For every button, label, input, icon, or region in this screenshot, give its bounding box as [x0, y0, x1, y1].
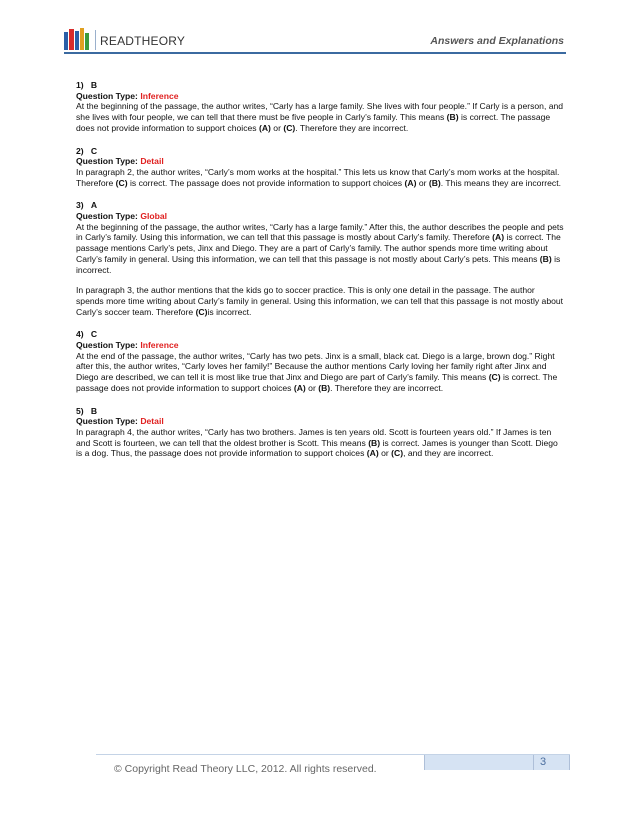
explanation-text: is correct. James is younger than Scott. Diego is a dog. Thus, the passage does not provide information to support choices: [76, 437, 558, 459]
question-type-name: Detail: [140, 416, 164, 427]
answer-choice-ref: (C): [488, 372, 501, 383]
explanation-text: . Therefore they are incorrect.: [295, 122, 409, 133]
question-type-name: Inference: [140, 90, 179, 101]
copyright-text: © Copyright Read Theory LLC, 2012. All rights reserved.: [114, 763, 377, 775]
answer-item: [76, 329, 564, 393]
explanation-text: In paragraph 2, the author writes, “Carly’s mom works at the hospital.” This lets us know that Carly’s mom works at the hospital. Therefore: [76, 166, 560, 188]
explanation-text: . This means they are incorrect.: [440, 177, 562, 188]
answer-choice-ref: (A): [404, 177, 417, 188]
page-number: 3: [540, 756, 547, 768]
question-type-label: Question Type:: [76, 340, 138, 351]
question-number: 1): [76, 80, 84, 90]
explanation-text: or: [378, 448, 392, 459]
explanation-text: or: [416, 177, 429, 188]
correct-answer: B: [90, 405, 98, 416]
question-type-name: Global: [140, 211, 168, 222]
question-type-label: Question Type:: [76, 211, 138, 222]
explanation-paragraph: [76, 427, 564, 459]
question-type: [76, 340, 564, 351]
correct-answer: A: [90, 200, 98, 211]
answer-choice-ref: (A): [366, 448, 379, 459]
explanation-paragraph: [76, 351, 564, 394]
question-number: 5): [76, 405, 84, 416]
explanation-paragraph: [76, 101, 564, 133]
question-number: 2): [76, 145, 84, 156]
answer-heading: [76, 329, 564, 340]
answer-heading: [76, 406, 564, 417]
answers-list: [76, 80, 564, 471]
explanation-text: or: [305, 382, 319, 393]
explanation-text: or: [270, 122, 284, 133]
page-header: [64, 26, 564, 52]
explanation-text: At the beginning of the passage, the author writes, “Carly has a large family.” After this, the author describes the people and pets in Carly’s family. Using this information, we can tell that this passage is mostly about Carly’s family. Therefore: [76, 221, 564, 243]
correct-answer: C: [90, 145, 98, 156]
explanation-text: is incorrect.: [207, 306, 252, 317]
answer-choice-ref: (A): [293, 382, 306, 393]
answer-choice-ref: (C): [115, 177, 128, 188]
answer-item: [76, 200, 564, 317]
explanation-text: is correct. The passage mentions Carly’s pets, Jinx and Diego. They are a part of Carly’s family. The author spends more time writing about Carly’s family in general. Using this information, we can tell that this passage is not mostly about Carly’s pets. This means: [76, 232, 561, 264]
answer-heading: [76, 80, 564, 91]
explanation-text: is incorrect.: [76, 253, 561, 275]
question-type: [76, 416, 564, 427]
answer-choice-ref: (B): [368, 437, 381, 448]
explanation-text: . Therefore they are incorrect.: [330, 382, 444, 393]
explanation-text: is correct. The passage does not provide information to support choices: [127, 177, 405, 188]
answer-choice-ref: (B): [446, 112, 459, 123]
correct-answer: B: [90, 80, 98, 90]
explanation-paragraph: [76, 222, 564, 276]
brand-name: READTHEORY: [100, 34, 186, 48]
question-type-name: Inference: [140, 340, 179, 351]
explanation-text: is correct. The passage does not provide information to support choices: [76, 372, 558, 393]
section-title: Answers and Explanations: [430, 35, 564, 47]
explanation-text: is correct. The passage does not provide information to support choices: [76, 112, 551, 133]
explanation-text: At the end of the passage, the author writes, “Carly has two pets. Jinx is a small, black cat. Diego is a large, brown dog.” Right after this, the author writes, “Carly loves her family!” Because the author mentions Carly loving her family right after Jinx and Diego are described, we can tell it is most like true that Jinx and Diego are part of Carly’s family. This means: [76, 350, 555, 383]
answer-item: [76, 80, 564, 134]
explanation-text: In paragraph 3, the author mentions that the kids go to soccer practice. This is only one detail in the passage. The author spends more time writing about Carly’s family in general. Using this information, we can tell that this passage is not mostly about Carly’s soccer team. Therefore: [76, 285, 564, 317]
brand-divider: [95, 30, 96, 50]
question-type: [76, 211, 564, 222]
answer-choice-ref: (C): [195, 306, 208, 317]
books-logo-icon: [64, 28, 90, 50]
explanation-paragraph: [76, 285, 564, 317]
question-number: 3): [76, 200, 84, 211]
explanation-paragraph: [76, 167, 564, 188]
answer-choice-ref: (A): [258, 122, 271, 133]
page-number-box: [424, 755, 570, 770]
answer-choice-ref: (C): [283, 122, 296, 133]
question-type: [76, 91, 564, 102]
question-number: 4): [76, 329, 84, 340]
question-type-label: Question Type:: [76, 90, 138, 101]
answer-heading: [76, 146, 564, 157]
question-type-label: Question Type:: [76, 416, 138, 427]
explanation-text: At the beginning of the passage, the author writes, “Carly has a large family. She lives with four people.” If Carly is a person, and she lives with four people, we can tell that there must be five people in Carly’s family. This means: [76, 101, 564, 123]
answer-heading: [76, 200, 564, 211]
answer-choice-ref: (A): [492, 232, 505, 243]
question-type-label: Question Type:: [76, 156, 138, 167]
answer-choice-ref: (B): [318, 382, 331, 393]
question-type-name: Detail: [140, 156, 164, 167]
correct-answer: C: [90, 329, 98, 340]
question-type: [76, 156, 564, 167]
explanation-text: In paragraph 4, the author writes, “Carly has two brothers. James is ten years old. Scott is fourteen years old.” If James is ten and Scott is fourteen, we can tell that the oldest brother is Scott. This means: [76, 426, 552, 448]
answer-choice-ref: (C): [391, 448, 404, 459]
answer-item: [76, 146, 564, 189]
answer-item: [76, 406, 564, 460]
explanation-text: , and they are incorrect.: [403, 448, 494, 459]
header-rule: [64, 52, 566, 54]
answer-choice-ref: (B): [428, 177, 441, 188]
answer-choice-ref: (B): [539, 253, 552, 264]
